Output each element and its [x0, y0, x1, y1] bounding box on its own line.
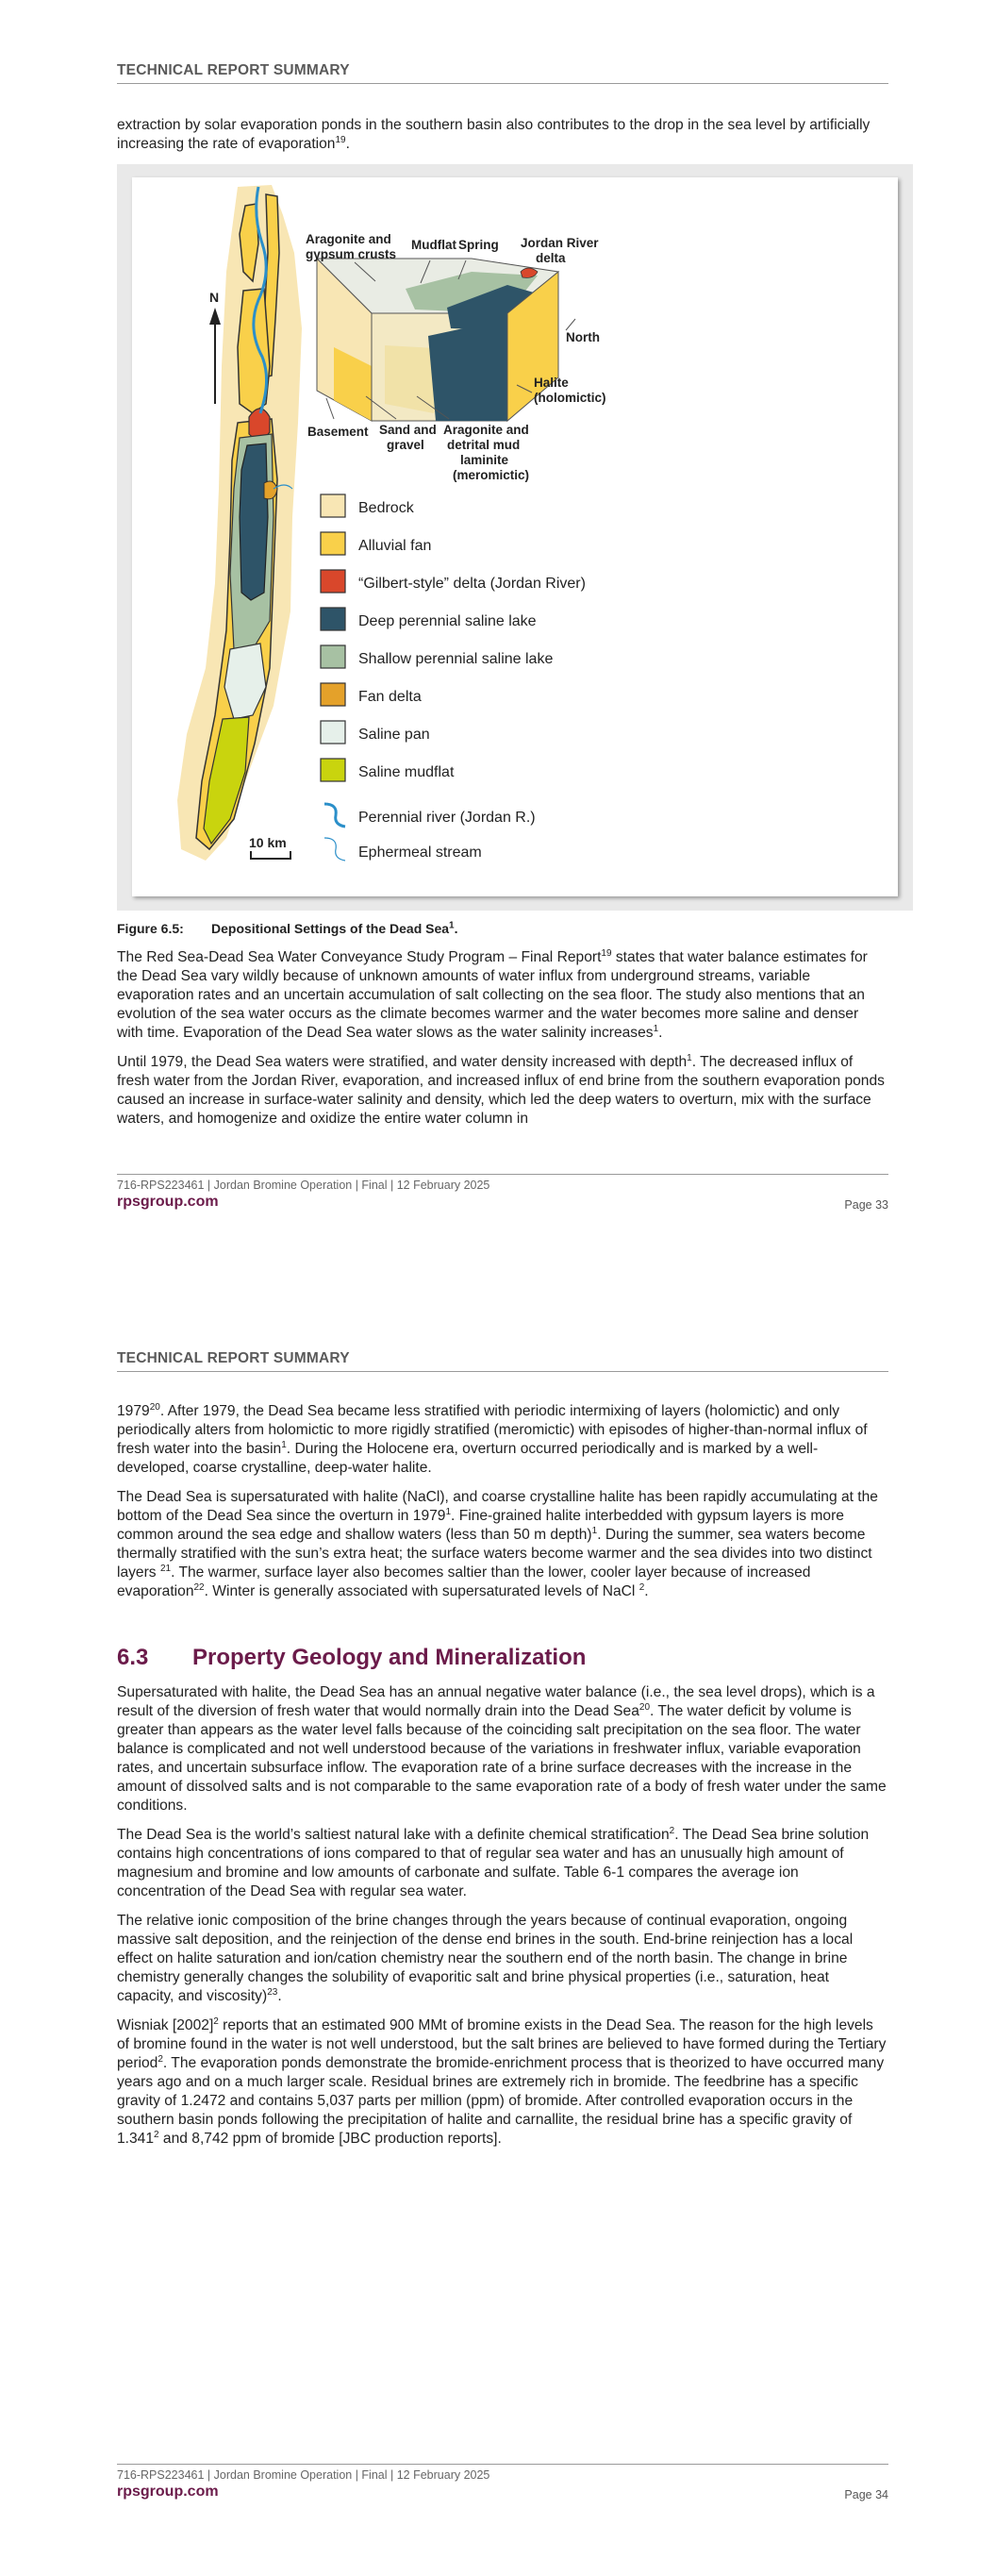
intro-paragraph: extraction by solar evaporation ponds in the southern basin also contributes to the drop in the sea level by artificially increasing the rate of evaporation$^{19}$.	[117, 117, 871, 152]
page-footer	[117, 1174, 888, 1211]
page-number: Page 33	[844, 1198, 888, 1212]
page-footer	[117, 2464, 888, 2501]
legend-label-fan-delta: Fan delta	[358, 689, 422, 705]
scale-bar	[251, 851, 290, 859]
page-header: TECHNICAL REPORT SUMMARY	[117, 1350, 888, 1372]
figure-frame	[117, 164, 913, 911]
legend-swatch-gilbert-delta	[321, 570, 345, 593]
page-34	[0, 1288, 995, 2576]
paragraph: The Red Sea-Dead Sea Water Conveyance Study Program – Final Report$^{19}$ states that water balance estimates for the Dead Sea vary wildly because of unknown amounts of water influx from underground streams, variable evaporation rates and an uncertain accumulation of salt collecting on the sea floor. The study also mentions that an evolution of the sea water occurs as the climate becomes warmer and the water becomes more saline and denser with time. Evaporation of the Dead Sea water slows as the water salinity increases$^1$.	[117, 947, 868, 1041]
legend-label-gilbert-delta: “Gilbert-style” delta (Jordan River)	[358, 576, 586, 592]
paragraph: The Dead Sea is the world’s saltiest natural lake with a definite chemical stratification$^2$. The Dead Sea brine solution contains high concentrations of ions compared to that of regular sea water and has an unusually high amount of magnesium and bromine and low amounts of carbonate and sulfate. Table 6-1 compares the average ion concentration of the Dead Sea with regular sea water.	[117, 1825, 870, 1899]
label-halite: Halite (holomictic)	[534, 376, 606, 405]
legend-label-perennial-river: Perennial river (Jordan R.)	[358, 810, 536, 826]
north-label: N	[209, 290, 220, 305]
paragraph: Until 1979, the Dead Sea waters were stratified, and water density increased with depth$^1$. The decreased influx of fresh water from the Jordan River, evaporation, and increased influx of end brine from the southern evaporation ponds caused an increase in surface-water salinity and density, which led the deep waters to overturn, mix with the surface waters, and homogenize and oxidize the entire water column in	[117, 1052, 885, 1127]
paragraph: 1979$^{20}$. After 1979, the Dead Sea became less stratified with periodic intermixing of layers (holomictic) and only periodically alters from holomictic to more rigidly stratified (meromictic) with episodes of higher-than-normal influx of fresh water into the basin$^1$. During the Holocene era, overturn occurred periodically and is marked by a well-developed, coarse crystalline, deep-water halite.	[117, 1401, 868, 1476]
footnote-ref: 19	[335, 134, 346, 145]
body-page-33	[117, 948, 888, 1139]
legend-swatch-shallow-lake	[321, 645, 345, 668]
block-halite-body	[428, 319, 507, 421]
body-page-34-section	[117, 1683, 888, 2159]
block-diagram	[306, 232, 606, 482]
label-laminite: Aragonite and detrital mud laminite (meromictic)	[443, 423, 530, 482]
label-spring: Spring	[458, 238, 499, 252]
leader-north	[566, 319, 575, 330]
section-heading: 6.3 Property Geology and Mineralization	[117, 1645, 587, 1670]
label-aragonite-gypsum: Aragonite and gypsum crusts	[306, 232, 397, 261]
north-arrow-head	[209, 308, 221, 325]
label-basement: Basement	[307, 425, 369, 439]
label-north: North	[566, 330, 600, 344]
legend-swatch-fan-delta	[321, 683, 345, 706]
legend-swatch-bedrock	[321, 494, 345, 517]
footer-site-link[interactable]: rpsgroup.com	[117, 2484, 219, 2500]
legend-label-bedrock: Bedrock	[358, 500, 414, 516]
figure-caption: Figure 6.5: Depositional Settings of the Dead Sea$^1$.	[117, 920, 458, 936]
dead-sea-map	[177, 185, 302, 861]
label-jordan-delta: Jordan River delta	[521, 236, 599, 265]
legend-label-saline-pan: Saline pan	[358, 727, 430, 743]
footer-doc-ref: 716-RPS223461 | Jordan Bromine Operation | Final | 12 February 2025	[117, 2468, 490, 2482]
legend-swatch-saline-pan	[321, 721, 345, 744]
paragraph: Supersaturated with halite, the Dead Sea has an annual negative water balance (i.e., the sea level drops), which is a result of the diversion of fresh water that would normally drain into the Dead Sea$^{20}$. The water deficit by volume is greater than appears as the water level falls because of the coinciding salt precipitation on the sea floor. The water balance is complicated and not well understood because of the variations in freshwater influx, variable evaporation rates, and uncertain subsurface inflow. The evaporation rate of a brine surface decreases with the increase in the amount of dissolved salts and is not comparable to the same evaporation rate of a body of fresh water under the same conditions.	[117, 1684, 887, 1814]
legend-label-shallow-lake: Shallow perennial saline lake	[358, 651, 554, 667]
depositional-settings-figure	[132, 177, 898, 896]
legend-symbol-ephemeral-stream	[324, 838, 345, 861]
legend-label-ephemeral-stream: Ephermeal stream	[358, 845, 482, 861]
page-header: TECHNICAL REPORT SUMMARY	[117, 62, 888, 84]
footer-site-link[interactable]: rpsgroup.com	[117, 1194, 219, 1210]
footer-doc-ref: 716-RPS223461 | Jordan Bromine Operation | Final | 12 February 2025	[117, 1179, 490, 1192]
leader-basement	[326, 398, 334, 419]
legend-swatch-deep-lake	[321, 608, 345, 630]
legend-swatch-saline-mudflat	[321, 759, 345, 781]
page-number: Page 34	[844, 2488, 888, 2501]
legend-label-alluvial-fan: Alluvial fan	[358, 538, 432, 554]
body-page-34-top	[117, 1402, 888, 1612]
label-mudflat: Mudflat	[411, 238, 456, 252]
label-sand-gravel: Sand and gravel	[379, 423, 437, 452]
paragraph: The Dead Sea is supersaturated with halite (NaCl), and coarse crystalline halite has been rapidly accumulating at the bottom of the Dead Sea since the overturn in 1979$^1$. Fine-grained halite interbedded with gypsum layers is more common around the sea edge and shallow waters (less than 50 m depth)$^1$. During the summer, sea waters become thermally stratified with the sun’s extra heat; the surface waters become warmer and the sea divides into two distinct layers $^{21}$. The warmer, surface layer also becomes saltier than the lower, cooler layer because of increased evaporation$^{22}$. Winter is generally associated with supersaturated levels of NaCl $^2$.	[117, 1489, 878, 1599]
legend-swatch-alluvial-fan	[321, 532, 345, 555]
scale-label: 10 km	[249, 835, 287, 850]
legend	[321, 494, 586, 861]
legend-label-deep-lake: Deep perennial saline lake	[358, 613, 537, 629]
legend-symbol-perennial-river	[324, 804, 345, 827]
figure-6-5	[132, 177, 898, 896]
map-deep-lake	[240, 443, 268, 600]
paragraph: The relative ionic composition of the brine changes through the years because of continual evaporation, ongoing massive salt deposition, and the reinjection of the dense end brines in the south. End-brine reinjection has a local effect on halite saturation and ion/cation chemistry near the southern end of the north basin. The change in brine chemistry generally changes the solubility of evaporitic salt and brine physical properties (i.e., saturation, heat capacity, and viscosity)$^{23}$.	[117, 1913, 854, 2004]
paragraph: Wisniak $[2002]^2$ reports that an estimated 900 MMt of bromine exists in the Dead Sea. The reason for the high levels of bromine found in the water is not well understood, but the salt brines are believed to have formed during the Tertiary period$^2$. The evaporation ponds demonstrate the bromide-enrichment process that is theorized to have occurred many years ago and on a much larger scale. Residual brines are extremely rich in bromide. The feedbrine has a specific gravity of 1.2472 and contains 5,037 parts per million (ppm) of bromide. After controlled evaporation occurs in the southern basin ponds following the precipitation of halite and carnallite, the residual brine has a specific gravity of 1.341$^2$ and 8,742 ppm of bromide [JBC production reports].	[117, 2016, 887, 2147]
legend-label-saline-mudflat: Saline mudflat	[358, 764, 455, 780]
